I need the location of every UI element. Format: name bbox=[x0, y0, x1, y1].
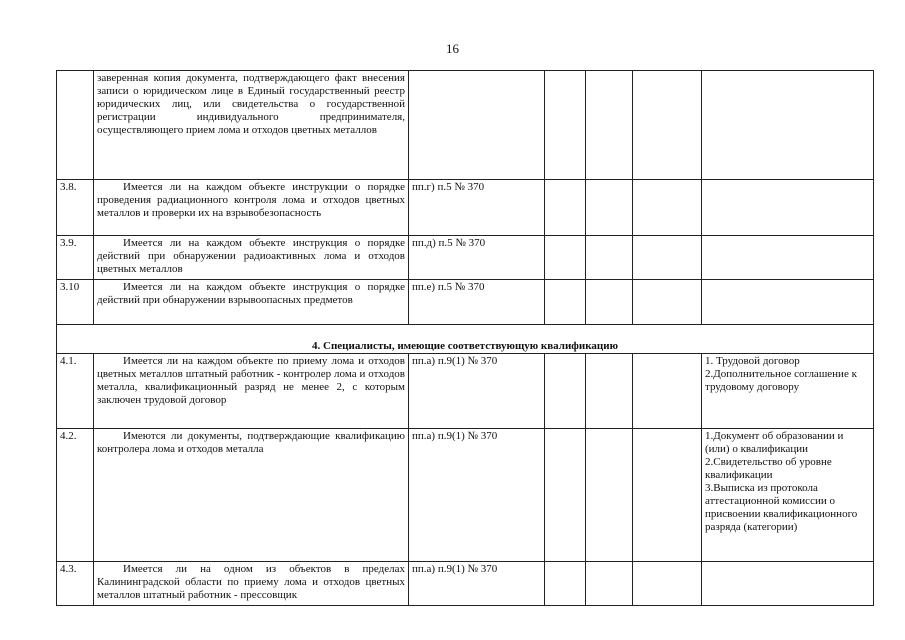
row-question: Имеется ли на каждом объекте инструкции о порядке проведения радиационного контроля лома и отходов цветных металлов и проверки их на взрывобезопасность bbox=[94, 180, 409, 236]
row-documents bbox=[702, 280, 874, 325]
answer-cell-yes bbox=[545, 236, 586, 280]
row-question: Имеется ли на одном из объектов в пределах Калининградской области по приему лома и отходов цветных металлов штатный работник - прессовщик bbox=[94, 562, 409, 606]
table-row bbox=[57, 236, 874, 280]
answer-cell-na bbox=[633, 180, 702, 236]
table-row bbox=[57, 280, 874, 325]
row-documents: 1. Трудовой договор 2.Дополнительное соглашение к трудовому договору bbox=[702, 354, 874, 429]
row-documents bbox=[702, 180, 874, 236]
answer-cell-yes bbox=[545, 280, 586, 325]
row-reference: пп.а) п.9(1) № 370 bbox=[409, 354, 545, 429]
row-documents bbox=[702, 562, 874, 606]
row-documents: 1.Документ об образовании и (или) о квалификации 2.Свидетельство об уровне квалификации 3.Выписка из протокола аттестационной комиссии о присвоении квалификационного разряда (категории) bbox=[702, 429, 874, 562]
answer-cell-na bbox=[633, 236, 702, 280]
row-number: 4.3. bbox=[57, 562, 94, 606]
answer-cell-no bbox=[586, 562, 633, 606]
answer-cell-yes bbox=[545, 180, 586, 236]
answer-cell-na bbox=[633, 354, 702, 429]
table-row bbox=[57, 562, 874, 606]
answer-cell-na bbox=[633, 71, 702, 180]
answer-cell-na bbox=[633, 429, 702, 562]
row-reference: пп.е) п.5 № 370 bbox=[409, 280, 545, 325]
row-number: 4.2. bbox=[57, 429, 94, 562]
row-number: 4.1. bbox=[57, 354, 94, 429]
row-documents bbox=[702, 236, 874, 280]
row-question: Имеется ли на каждом объекте инструкция о порядке действий при обнаружении радиоактивных лома и отходов цветных металлов bbox=[94, 236, 409, 280]
answer-cell-no bbox=[586, 71, 633, 180]
table-row bbox=[57, 71, 874, 180]
row-number: 3.9. bbox=[57, 236, 94, 280]
row-question: Имеется ли на каждом объекте по приему лома и отходов цветных металлов штатный работник - контролер лома и отходов металла, квалификационный разряд не менее 2, с которым заключен трудовой договор bbox=[94, 354, 409, 429]
section-title: 4. Специалисты, имеющие соответствующую квалификацию bbox=[57, 325, 874, 354]
answer-cell-na bbox=[633, 280, 702, 325]
row-reference: пп.а) п.9(1) № 370 bbox=[409, 429, 545, 562]
answer-cell-yes bbox=[545, 562, 586, 606]
section-header-row bbox=[57, 325, 874, 354]
checklist-table bbox=[56, 70, 874, 606]
answer-cell-no bbox=[586, 429, 633, 562]
table-row bbox=[57, 180, 874, 236]
table-row bbox=[57, 429, 874, 562]
answer-cell-yes bbox=[545, 429, 586, 562]
answer-cell-na bbox=[633, 562, 702, 606]
answer-cell-yes bbox=[545, 71, 586, 180]
row-question: Имеется ли на каждом объекте инструкция о порядке действий при обнаружении взрывоопасных предметов bbox=[94, 280, 409, 325]
row-question: заверенная копия документа, подтверждающего факт внесения записи о юридическом лице в Единый государственный реестр юридических лиц, или свидетельства о государственной регистрации индивидуального предпринимателя, осуществляющего прием лома и отходов цветных металлов bbox=[94, 71, 409, 180]
row-number bbox=[57, 71, 94, 180]
page-number: 16 bbox=[446, 41, 459, 56]
answer-cell-no bbox=[586, 354, 633, 429]
answer-cell-no bbox=[586, 280, 633, 325]
answer-cell-no bbox=[586, 180, 633, 236]
row-reference: пп.г) п.5 № 370 bbox=[409, 180, 545, 236]
row-reference: пп.а) п.9(1) № 370 bbox=[409, 562, 545, 606]
table-row bbox=[57, 354, 874, 429]
row-question: Имеются ли документы, подтверждающие квалификацию контролера лома и отходов металла bbox=[94, 429, 409, 562]
row-number: 3.8. bbox=[57, 180, 94, 236]
row-reference: пп.д) п.5 № 370 bbox=[409, 236, 545, 280]
row-documents bbox=[702, 71, 874, 180]
answer-cell-no bbox=[586, 236, 633, 280]
answer-cell-yes bbox=[545, 354, 586, 429]
row-reference bbox=[409, 71, 545, 180]
row-number: 3.10 bbox=[57, 280, 94, 325]
